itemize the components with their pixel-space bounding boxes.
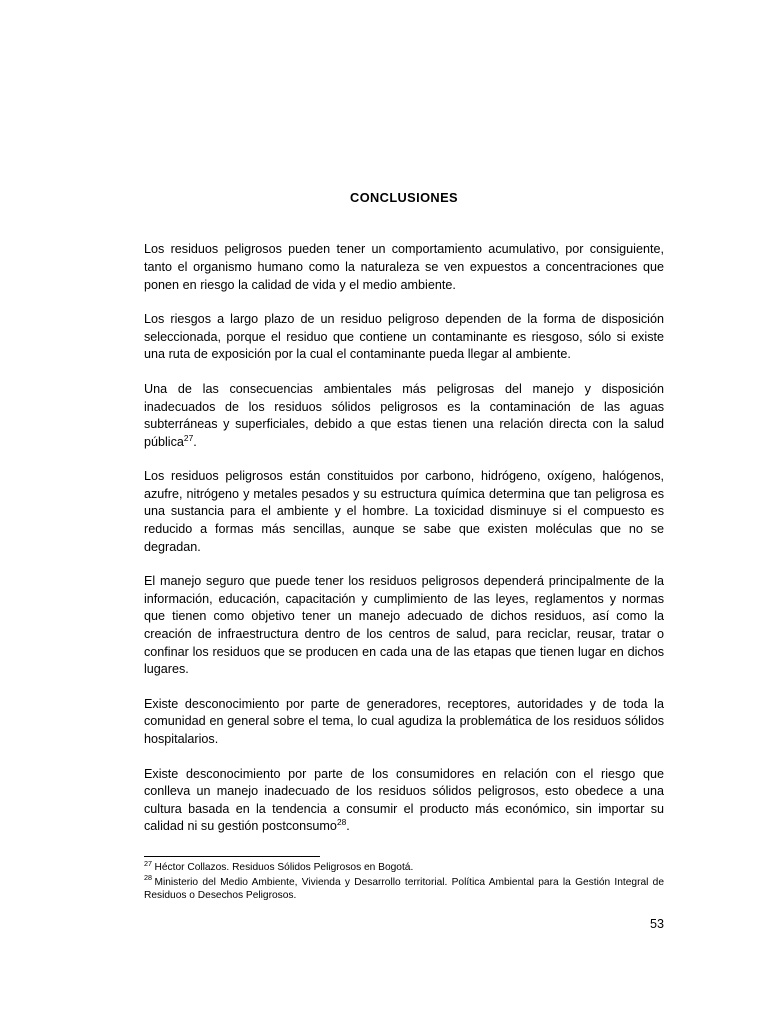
footnote-27 <box>144 858 664 875</box>
paragraph-1: Los residuos peligrosos pueden tener un comportamiento acumulativo, por consiguiente, tanto el organismo humano como la naturaleza se ven expuestos a concentraciones que ponen en riesgo la calidad de vida y el medio ambiente. <box>144 242 664 292</box>
footnote-ref-27[interactable]: 27 <box>183 432 194 443</box>
paragraph-7-text-tail: . <box>346 819 350 834</box>
footnote-marker-28: 28 <box>144 873 152 883</box>
paragraph-6: Existe desconocimiento por parte de generadores, receptores, autoridades y de toda la comunidad en general sobre el tema, lo cual agudiza la problemática de los residuos sólidos hospitalarios. <box>144 696 664 746</box>
paragraph-3-text: Una de las consecuencias ambientales más peligrosas del manejo y disposición inadecuados de los residuos sólidos peligrosos es la contaminación de las aguas subterráneas y superficiales, debido a que estas tienen una relación directa con la salud pública <box>144 381 664 449</box>
paragraph-4: Los residuos peligrosos están constituidos por carbono, hidrógeno, oxígeno, halógenos, azufre, nitrógeno y metales pesados y su estructura química determina que tan peligrosa es una sustancia para el ambiente y el hombre. La toxicidad disminuye si el compuesto es reducido a formas más sencillas, aunque se sabe que existen moléculas que no se degradan. <box>144 469 664 554</box>
paragraph-3 <box>144 381 664 451</box>
footnote-marker-27: 27 <box>144 858 152 868</box>
footnote-27-text: Héctor Collazos. Residuos Sólidos Peligrosos en Bogotá. <box>154 862 414 873</box>
footnote-ref-28[interactable]: 28 <box>336 817 347 828</box>
footnote-separator-rule <box>144 856 320 857</box>
footnote-28-text: Ministerio del Medio Ambiente, Vivienda y Desarrollo territorial. Política Ambiental para la Gestión Integral de Residuos o Desechos Peligrosos. <box>144 876 664 902</box>
page-title: CONCLUSIONES <box>350 190 458 205</box>
paragraph-5: El manejo seguro que puede tener los residuos peligrosos dependerá principalmente de la información, educación, capacitación y cumplimiento de las leyes, reglamentos y normas que tienen como objetivo tener un manejo adecuado de dichos residuos, así como la creación de infraestructura dentro de los centros de salud, para reciclar, reusar, tratar o confinar los residuos que se producen en cada una de las etapas que tienen lugar en dichos lugares. <box>144 574 664 677</box>
page-number: 53 <box>649 917 664 931</box>
paragraph-7-text: Existe desconocimiento por parte de los consumidores en relación con el riesgo que conlleva un manejo inadecuado de los residuos sólidos peligrosos, esto obedece a una cultura basada en la tendencia a consumir el producto más económico, sin importar su calidad ni su gestión postconsumo <box>144 766 664 834</box>
footnote-28 <box>144 873 664 903</box>
paragraph-2: Los riesgos a largo plazo de un residuo peligroso dependen de la forma de disposición seleccionada, porque el residuo que contiene un contaminante es riesgoso, sólo si existe una ruta de exposición por la cual el contaminante pueda llegar al ambiente. <box>144 312 664 362</box>
document-body <box>144 0 664 853</box>
paragraph-7 <box>144 766 664 836</box>
paragraph-3-text-tail: . <box>193 434 197 449</box>
footnote-section <box>144 856 664 904</box>
